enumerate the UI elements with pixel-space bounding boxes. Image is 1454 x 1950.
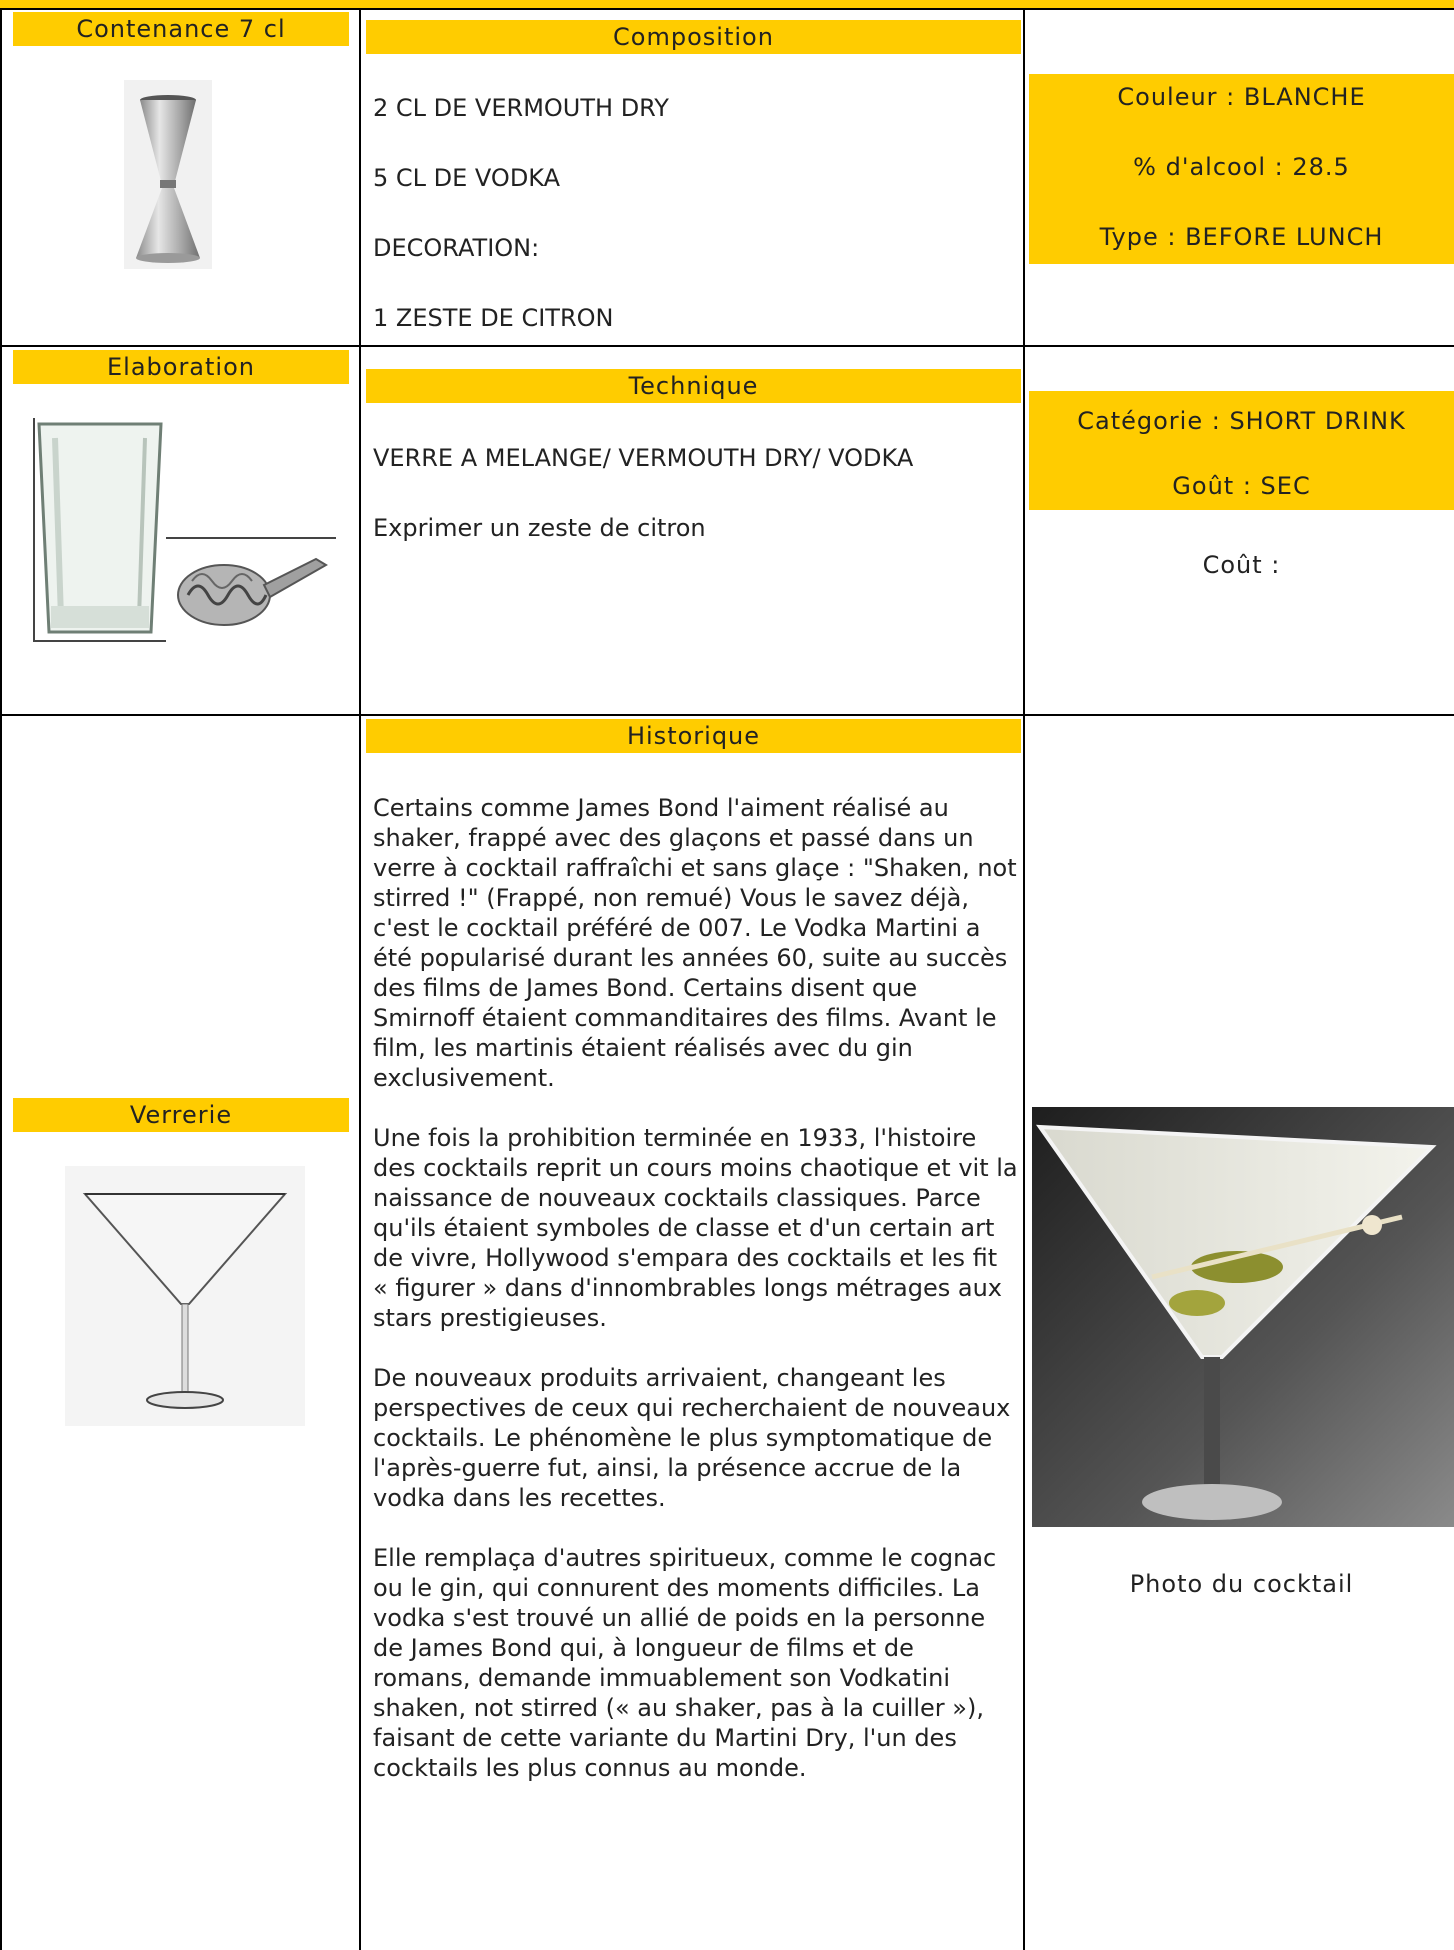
jigger-image [124,80,212,269]
photo-caption: Photo du cocktail [1129,1570,1354,1598]
contenance-label: Contenance 7 cl [13,12,349,46]
cocktail-photo-icon [1032,1107,1454,1527]
historique-paragraph-2: Une fois la prohibition terminée en 1933, l'histoire des cocktails reprit un cours moins chaotique et vit la naissance de nouveaux cocktails classiques. Parce qu'ils étaient symboles de classe et d'un certain art de vivre, Hollywood s'empara des cocktails et les fit « figurer » dans d'innombrables longs métrages aux stars prestigieuses. [373,1124,1018,1332]
technique-line-1: VERRE A MELANGE/ VERMOUTH DRY/ VODKA [373,444,914,472]
strainer-image [166,537,336,641]
top-border [0,0,1454,10]
left-border [0,8,2,1950]
composition-line-2: 5 CL DE VODKA [373,164,561,192]
alcool-text: % d'alcool : 28.5 [1133,153,1350,181]
martini-glass-image [65,1166,305,1426]
martini-glass-icon [65,1166,305,1426]
column-divider-1 [359,8,361,1950]
cocktail-photo [1032,1107,1454,1527]
composition-line-4: 1 ZESTE DE CITRON [373,304,614,332]
couleur-text: Couleur : BLANCHE [1117,83,1366,111]
historique-title: Historique [366,719,1021,753]
composition-line-3: DECORATION: [373,234,540,262]
historique-paragraph-1: Certains comme James Bond l'aiment réalisé au shaker, frappé avec des glaçons et passé dans un verre à cocktail raffraîchi et sans glaçe : "Shaken, not stirred !" (Frappé, non remué) Vous le savez déjà, c'est le cocktail préféré de 007. Le Vodka Martini a été popularisé durant les années 60, suite au succès des films de James Bond. Certains disent que Smirnoff étaient commanditaires des films. Avant le film, les martinis étaient réalisés avec du gin exclusivement. [373,794,1017,1092]
jigger-icon [124,80,212,269]
verrerie-label: Verrerie [13,1098,349,1132]
technique-title: Technique [366,369,1021,403]
historique-paragraph-4: Elle remplaça d'autres spiritueux, comme le cognac ou le gin, qui connurent des moments difficiles. La vodka s'est trouvé un allié de poids en la personne de James Bond qui, à longueur de films et de romans, demande immuablement son Vodkatini shaken, not stirred (« au shaker, pas à la cuiller »), faisant de cette variante du Martini Dry, l'un des cocktails les plus connus au monde. [373,1544,997,1782]
cout-text: Coût : [1202,551,1281,579]
mixing-glass-image [33,418,166,642]
strainer-icon [166,539,336,641]
type-text: Type : BEFORE LUNCH [1099,223,1384,251]
attributes-block-2 [1029,391,1454,510]
attributes-block-1 [1029,74,1454,264]
historique-paragraph-3: De nouveaux produits arrivaient, changeant les perspectives de ceux qui recherchaient de nouveaux cocktails. Le phénomène le plus symptomatique de l'après-guerre fut, ainsi, la présence accrue de la vodka dans les recettes. [373,1364,1011,1512]
technique-line-2: Exprimer un zeste de citron [373,514,706,542]
mixing-glass-icon [35,418,166,640]
historique-body [373,793,1018,1813]
composition-line-1: 2 CL DE VERMOUTH DRY [373,94,669,122]
elaboration-label: Elaboration [13,350,349,384]
row-divider-2 [0,714,1454,716]
gout-text: Goût : SEC [1172,472,1311,500]
row-divider-1 [0,345,1454,347]
categorie-text: Catégorie : SHORT DRINK [1077,407,1406,435]
column-divider-2 [1023,8,1025,1950]
composition-title: Composition [366,20,1021,54]
